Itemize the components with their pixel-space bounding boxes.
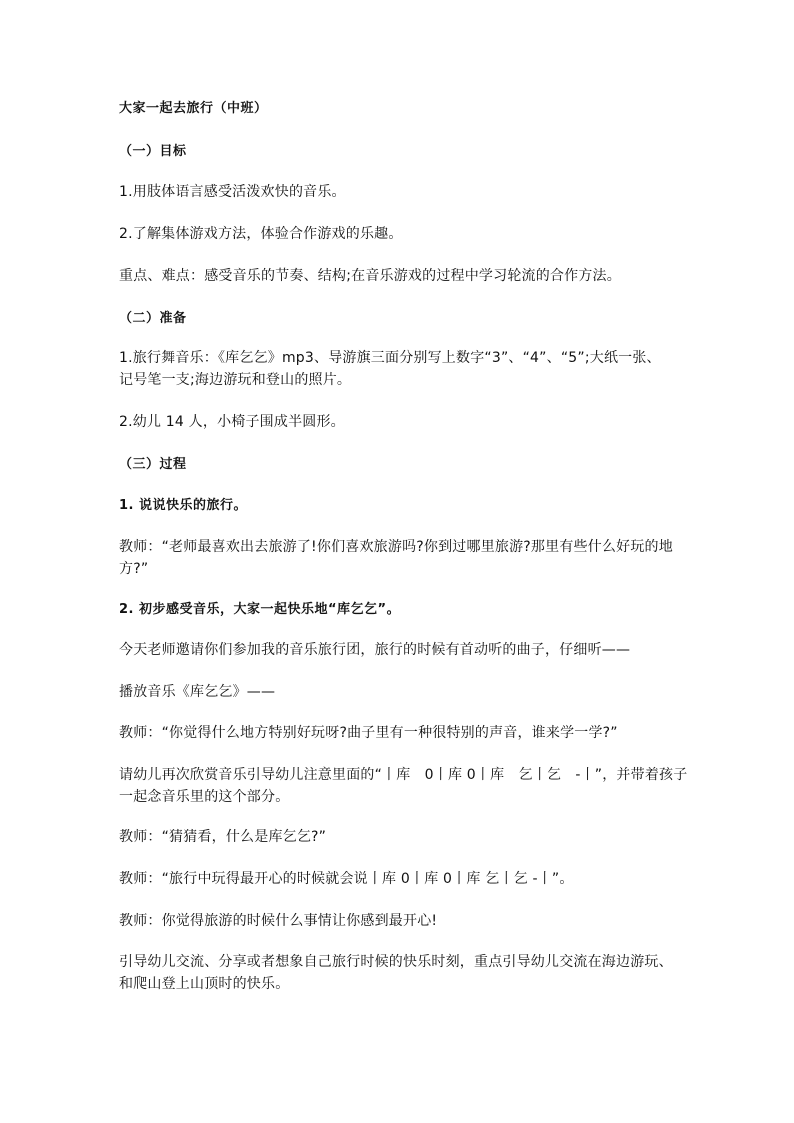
process-heading: （三）过程 xyxy=(119,457,187,472)
teacher-line-1b: 方?” xyxy=(119,561,149,577)
goal-1: 1.用肢体语言感受活泼欢快的音乐。 xyxy=(119,184,346,200)
prep-1-line-2: 记号笔一支;海边游玩和登山的照片。 xyxy=(119,372,352,388)
intro-music: 今天老师邀请你们参加我的音乐旅行团，旅行的时候有首动听的曲子，仔细听—— xyxy=(119,642,631,658)
prep-2: 2.幼儿 14 人，小椅子围成半圆形。 xyxy=(119,414,345,430)
play-music: 播放音乐《库乞乞》—— xyxy=(119,684,276,700)
guide-1-line-2: 一起念音乐里的这个部分。 xyxy=(119,789,290,805)
goal-2: 2.了解集体游戏方法，体验合作游戏的乐趣。 xyxy=(119,226,403,242)
step-2-heading: 2. 初步感受音乐，大家一起快乐地“库乞乞”。 xyxy=(119,602,401,617)
document-title: 大家一起去旅行（中班） xyxy=(119,101,268,116)
prep-1-line-1: 1.旅行舞音乐：《库乞乞》mp3、导游旗三面分别写上数字“3”、“4”、“5”;大纸一张、 xyxy=(119,350,661,366)
goals-heading: （一）目标 xyxy=(119,144,187,159)
step-1-heading: 1. 说说快乐的旅行。 xyxy=(119,498,248,513)
teacher-line-3: 教师：“猜猜看，什么是库乞乞?” xyxy=(119,829,327,845)
key-points: 重点、难点：感受音乐的节奏、结构;在音乐游戏的过程中学习轮流的合作方法。 xyxy=(119,268,621,284)
guide-2-line-2: 和爬山登上山顶时的快乐。 xyxy=(119,976,290,992)
prep-heading: （二）准备 xyxy=(119,311,187,326)
guide-1-line-1: 请幼儿再次欣赏音乐引导幼儿注意里面的“丨库 0丨库 0丨库 乞丨乞 -丨”，并带着孩子 xyxy=(119,767,688,783)
teacher-line-5: 教师：你觉得旅游的时候什么事情让你感到最开心! xyxy=(119,913,438,929)
guide-2-line-1: 引导幼儿交流、分享或者想象自己旅行时候的快乐时刻，重点引导幼儿交流在海边游玩、 xyxy=(119,954,673,970)
teacher-line-2: 教师：“你觉得什么地方特别好玩呀?曲子里有一种很特别的声音，谁来学一学?” xyxy=(119,725,618,741)
teacher-line-1a: 教师：“老师最喜欢出去旅游了!你们喜欢旅游吗?你到过哪里旅游?那里有些什么好玩的地 xyxy=(119,539,673,555)
teacher-line-4: 教师：“旅行中玩得最开心的时候就会说丨库 0丨库 0丨库 乞丨乞 -丨”。 xyxy=(119,871,574,887)
